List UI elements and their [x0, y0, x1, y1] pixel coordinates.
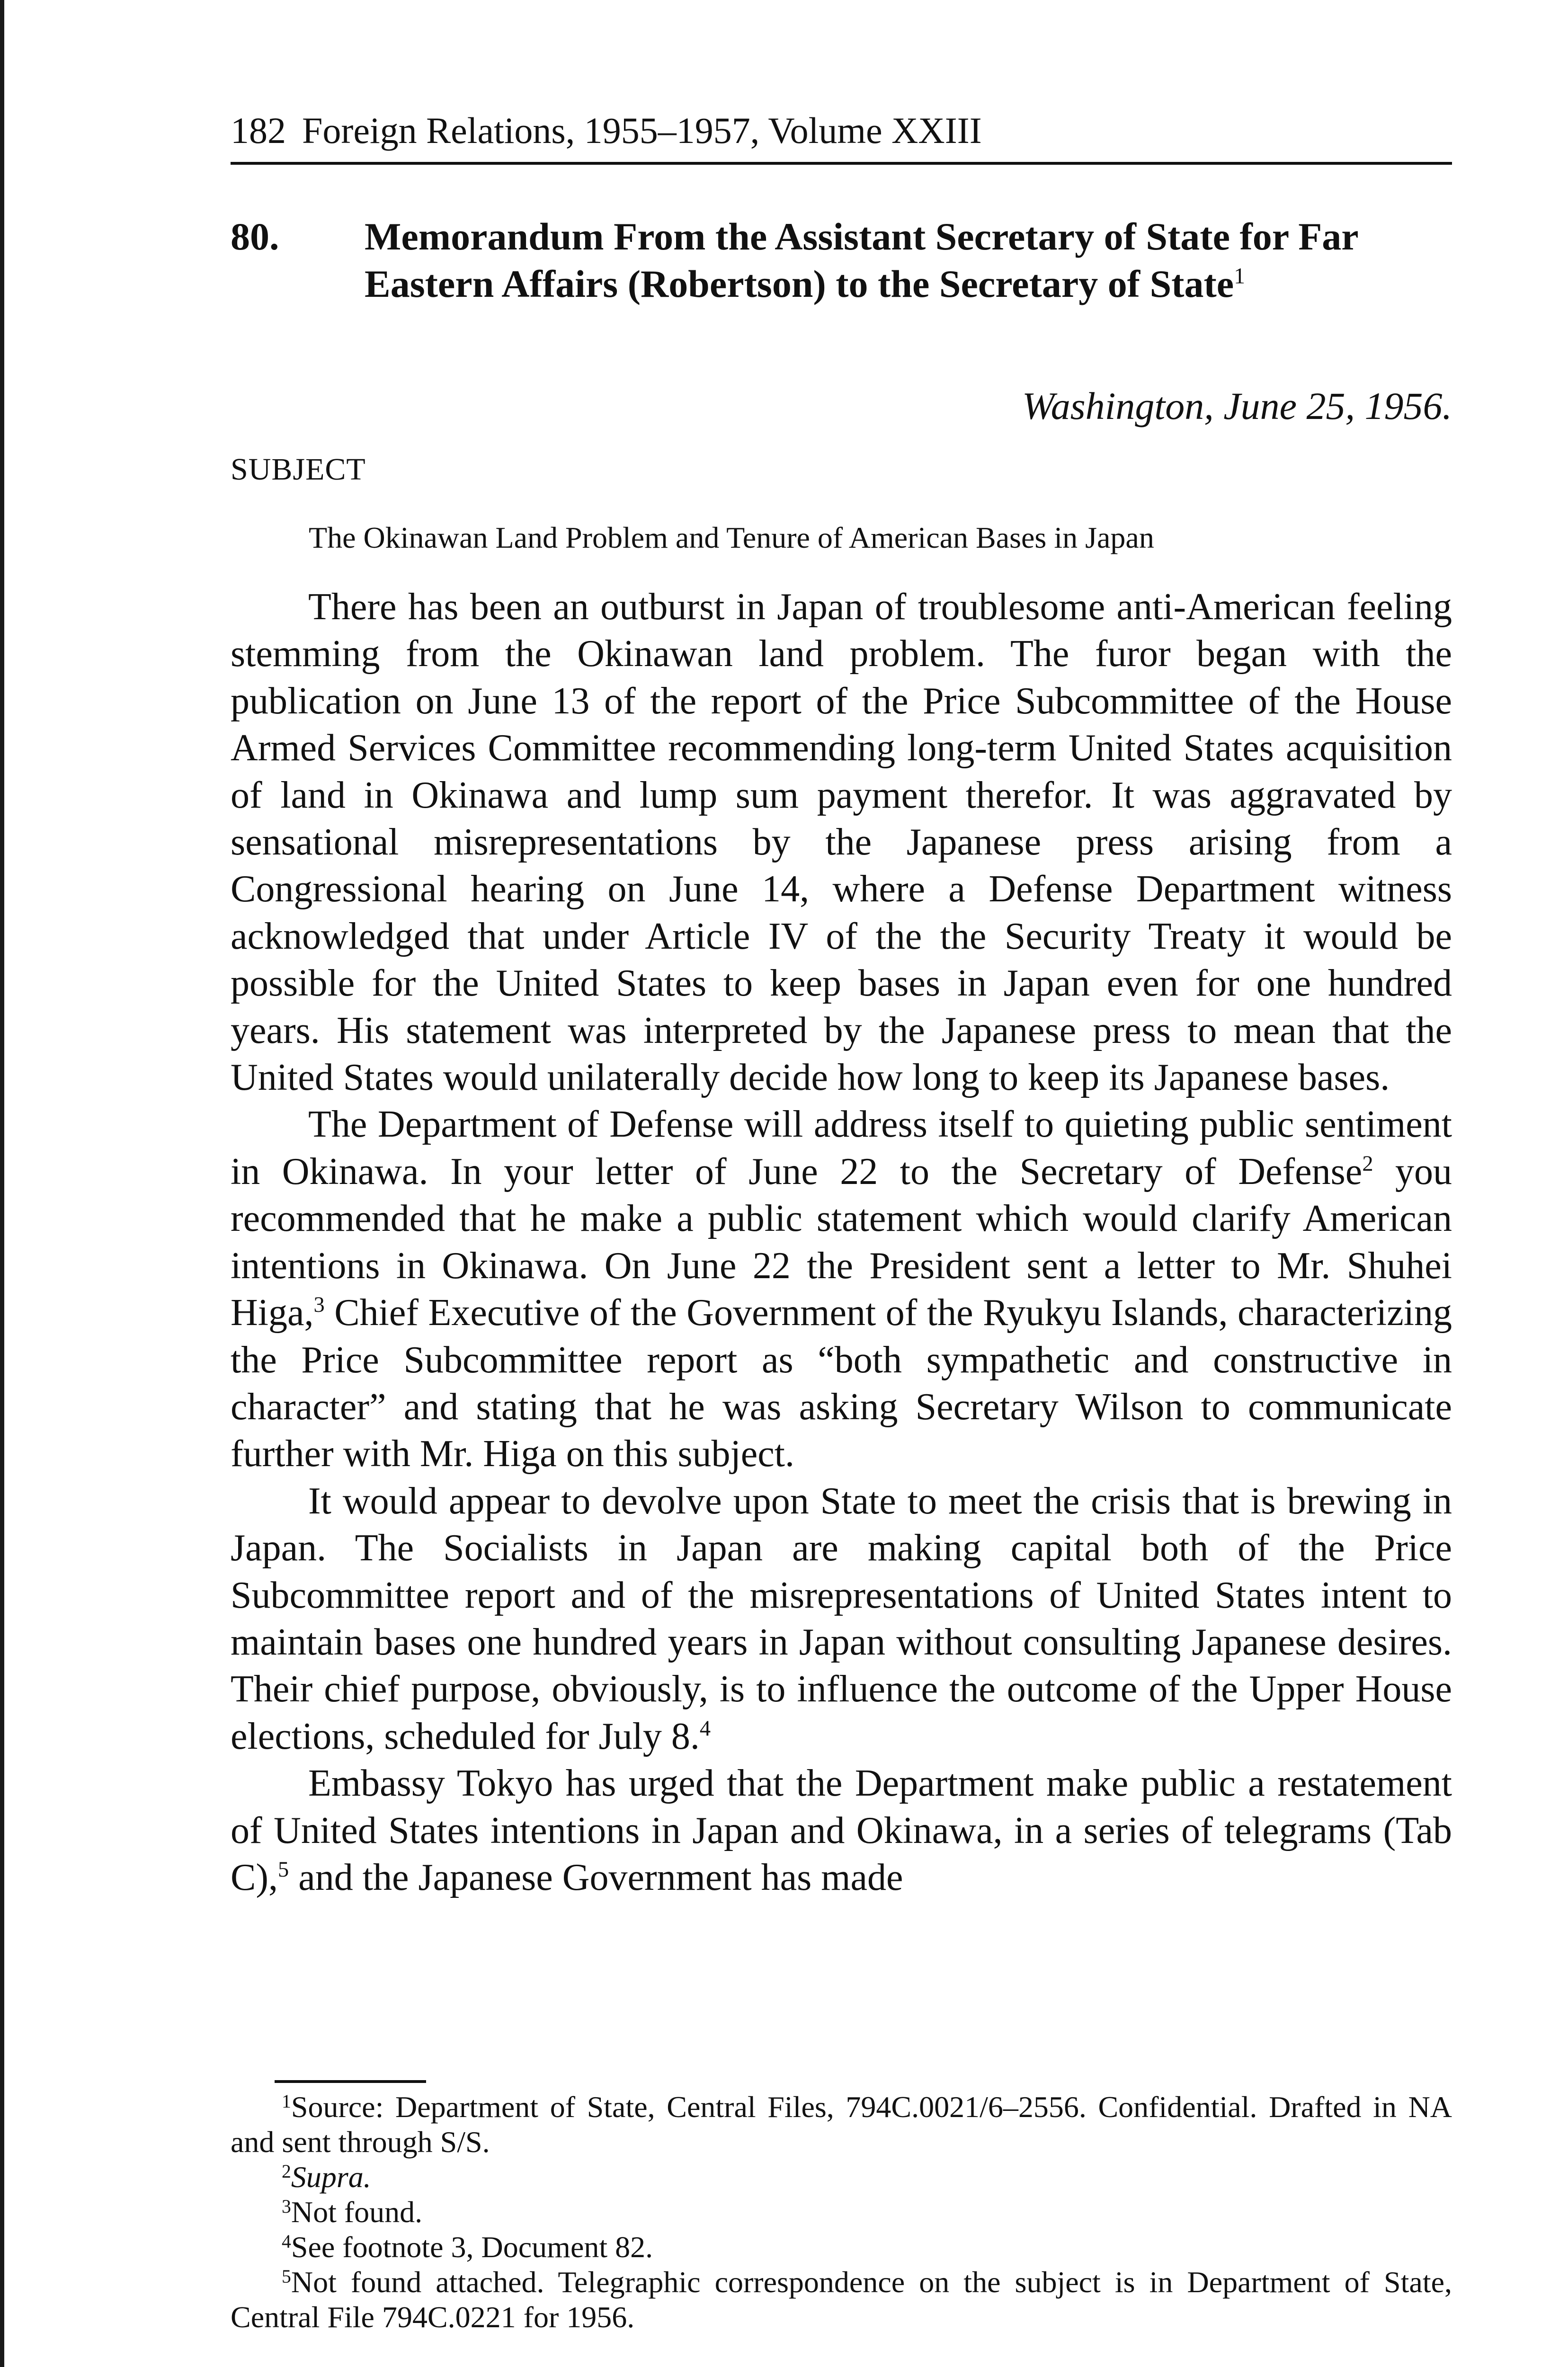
footnote-1	[231, 2090, 1452, 2160]
paragraph-3-part-a: It would appear to devolve upon State to meet the crisis that is brewing in Japan. The Socialists in Japan are making capital both of the Price Subcommittee report and of the misrepresentations of United States intent to maintain bases one hundred years in Japan without consulting Japanese desires. Their chief purpose, obviously, is to influence the outcome of the Upper House elections, scheduled for July 8.	[231, 1480, 1452, 1757]
page-number: 182	[231, 110, 286, 151]
footnote-marker: 4	[282, 2231, 291, 2252]
footnote-3	[231, 2195, 1452, 2230]
footnote-text: Source: Department of State, Central Files, 794C.0021/6–2556. Confidential. Drafted in NA and sent through S/S.	[231, 2090, 1452, 2159]
footnote-text: Not found.	[291, 2195, 423, 2229]
footnote-5	[231, 2265, 1452, 2335]
document-title	[365, 213, 1453, 308]
paragraph-2-part-b: you recommended that he make a public statement which would clarify American intentions in Okinawa. On June 22 the President sent a letter to Mr. Shuhei Higa,	[231, 1150, 1452, 1334]
footnote-ref-2: 2	[1362, 1152, 1373, 1176]
footnote-ref-1: 1	[1234, 264, 1245, 289]
subject-text: The Okinawan Land Problem and Tenure of American Bases in Japan	[309, 521, 1154, 554]
document-title-text: Memorandum From the Assistant Secretary of State for Far Eastern Affairs (Robertson) to the Secretary of State	[365, 215, 1358, 305]
footnote-2	[231, 2160, 1452, 2195]
dateline: Washington, June 25, 1956.	[1022, 384, 1452, 427]
document-number: 80.	[231, 215, 279, 258]
footnote-text: See footnote 3, Document 82.	[291, 2230, 653, 2264]
footnote-ref-3: 3	[313, 1293, 325, 1317]
paragraph-3	[231, 1478, 1452, 1760]
header-rule	[231, 162, 1452, 165]
running-title: Foreign Relations, 1955–1957, Volume XXIII	[302, 110, 982, 151]
footnote-text: Not found attached. Telegraphic correspondence on the subject is in Department of State, Central File 794C.0221 for 1956.	[231, 2265, 1452, 2334]
footnotes	[231, 2090, 1452, 2335]
paragraph-2-part-c: Chief Executive of the Government of the Ryukyu Islands, characterizing the Price Subcommittee report as “both sympathetic and constructive in character” and stating that he was asking Secretary Wilson to communicate further with Mr. Higa on this subject.	[231, 1292, 1452, 1475]
subject-label: SUBJECT	[231, 452, 366, 487]
footnote-4	[231, 2230, 1452, 2265]
paragraph-2-part-a: The Department of Defense will address itself to quieting public sentiment in Okinawa. In your letter of June 22 to the Secretary of Defense	[231, 1103, 1452, 1192]
memo-body	[231, 584, 1452, 1901]
scan-edge	[0, 0, 4, 2367]
footnote-marker: 2	[282, 2161, 291, 2182]
footnote-marker: 3	[282, 2196, 291, 2217]
footnote-marker: 5	[282, 2266, 291, 2287]
paragraph-2	[231, 1101, 1452, 1477]
footnote-rule	[275, 2080, 426, 2083]
footnote-marker: 1	[282, 2091, 291, 2112]
running-header	[231, 107, 1452, 154]
paragraph-1: There has been an outburst in Japan of troublesome anti-American feeling stemming from the Okinawan land problem. The furor began with the publication on June 13 of the report of the Price Subcommittee of the House Armed Services Committee recommending long-term United States acquisition of land in Okinawa and lump sum payment therefor. It was aggravated by sensational misrepresentations by the Japanese press arising from a Congressional hearing on June 14, where a Defense Department witness acknowledged that under Article IV of the the Security Treaty it would be possible for the United States to keep bases in Japan even for one hundred years. His statement was interpreted by the Japanese press to mean that the United States would unilaterally decide how long to keep its Japanese bases.	[231, 586, 1452, 1099]
footnote-text: Supra.	[291, 2160, 371, 2194]
footnote-ref-4: 4	[699, 1716, 711, 1741]
paragraph-4-part-a: Embassy Tokyo has urged that the Department make public a restatement of United States intentions in Japan and Okinawa, in a series of telegrams (Tab C),	[231, 1762, 1452, 1898]
paragraph-4-part-b: and the Japanese Government has made	[289, 1856, 903, 1898]
footnote-ref-5: 5	[278, 1858, 289, 1882]
paragraph-4	[231, 1760, 1452, 1901]
